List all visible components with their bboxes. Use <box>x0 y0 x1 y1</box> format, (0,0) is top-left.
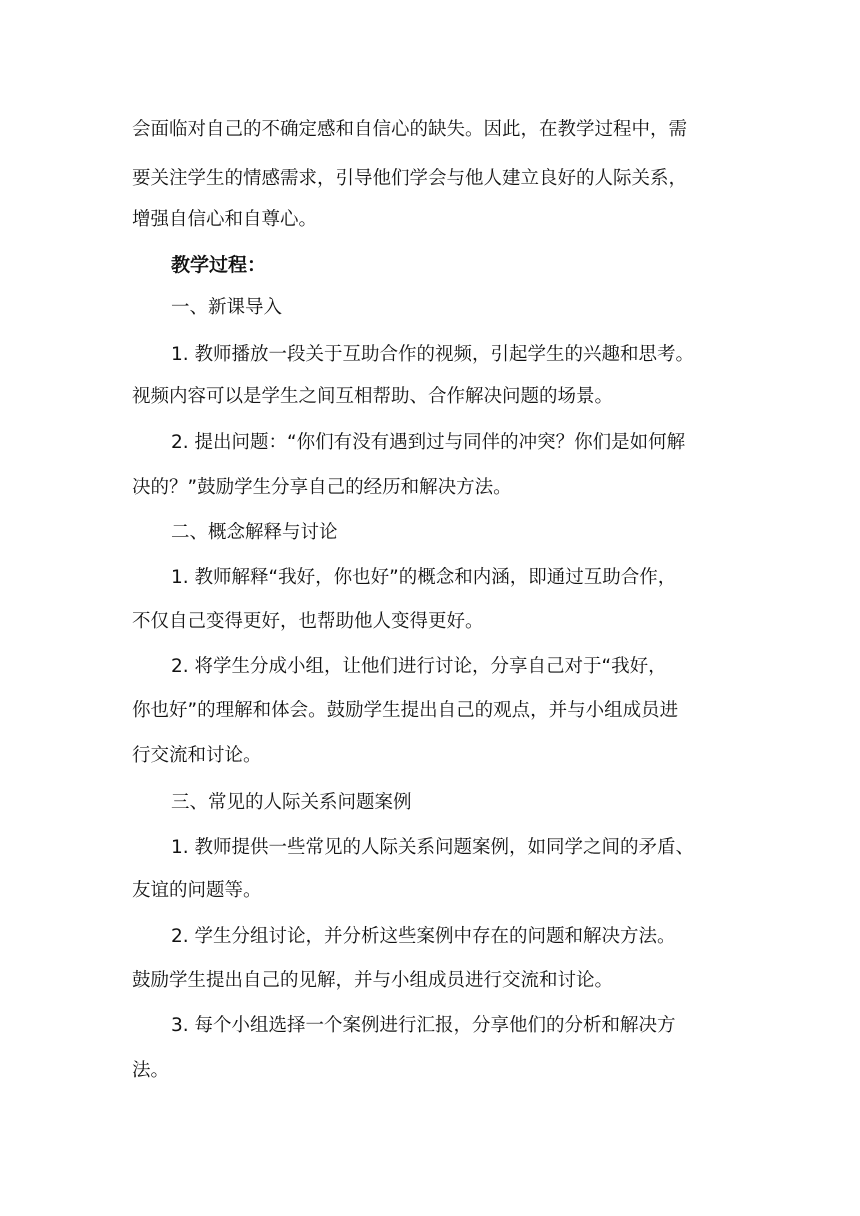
list-item-line: 1. 教师播放一段关于互助合作的视频，引起学生的兴趣和思考。 <box>171 344 695 365</box>
section-title: 二、概念解释与讨论 <box>171 522 338 543</box>
paragraph-line: 要关注学生的情感需求，引导他们学会与他人建立良好的人际关系， <box>132 168 688 189</box>
list-item-line: 法。 <box>132 1060 170 1081</box>
section-title: 三、常见的人际关系问题案例 <box>171 792 412 813</box>
list-item-line: 友谊的问题等。 <box>132 880 262 901</box>
list-item-line: 鼓励学生提出自己的见解，并与小组成员进行交流和讨论。 <box>132 970 614 991</box>
list-item-line: 视频内容可以是学生之间互相帮助、合作解决问题的场景。 <box>132 386 614 407</box>
list-item-line: 1. 教师提供一些常见的人际关系问题案例，如同学之间的矛盾、 <box>171 837 695 858</box>
paragraph-line: 增强自信心和自尊心。 <box>132 209 318 230</box>
list-item-line: 1. 教师解释“我好，你也好”的概念和内涵，即通过互助合作， <box>171 567 677 588</box>
list-item-line: 你也好”的理解和体会。鼓励学生提出自己的观点，并与小组成员进 <box>132 700 679 721</box>
list-item-line: 2. 学生分组讨论，并分析这些案例中存在的问题和解决方法。 <box>171 926 676 947</box>
list-item-line: 2. 将学生分成小组，让他们进行讨论，分享自己对于“我好， <box>171 656 667 677</box>
list-item-line: 2. 提出问题：“你们有没有遇到过与同伴的冲突？你们是如何解 <box>171 432 686 453</box>
list-item-line: 决的？”鼓励学生分享自己的经历和解决方法。 <box>132 477 512 498</box>
section-title: 一、新课导入 <box>171 297 283 318</box>
list-item-line: 3. 每个小组选择一个案例进行汇报，分享他们的分析和解决方 <box>171 1015 676 1036</box>
list-item-line: 行交流和讨论。 <box>132 745 262 766</box>
list-item-line: 不仅自己变得更好，也帮助他人变得更好。 <box>132 611 484 632</box>
section-heading: 教学过程： <box>171 254 267 276</box>
paragraph-line: 会面临对自己的不确定感和自信心的缺失。因此，在教学过程中，需 <box>132 119 688 140</box>
